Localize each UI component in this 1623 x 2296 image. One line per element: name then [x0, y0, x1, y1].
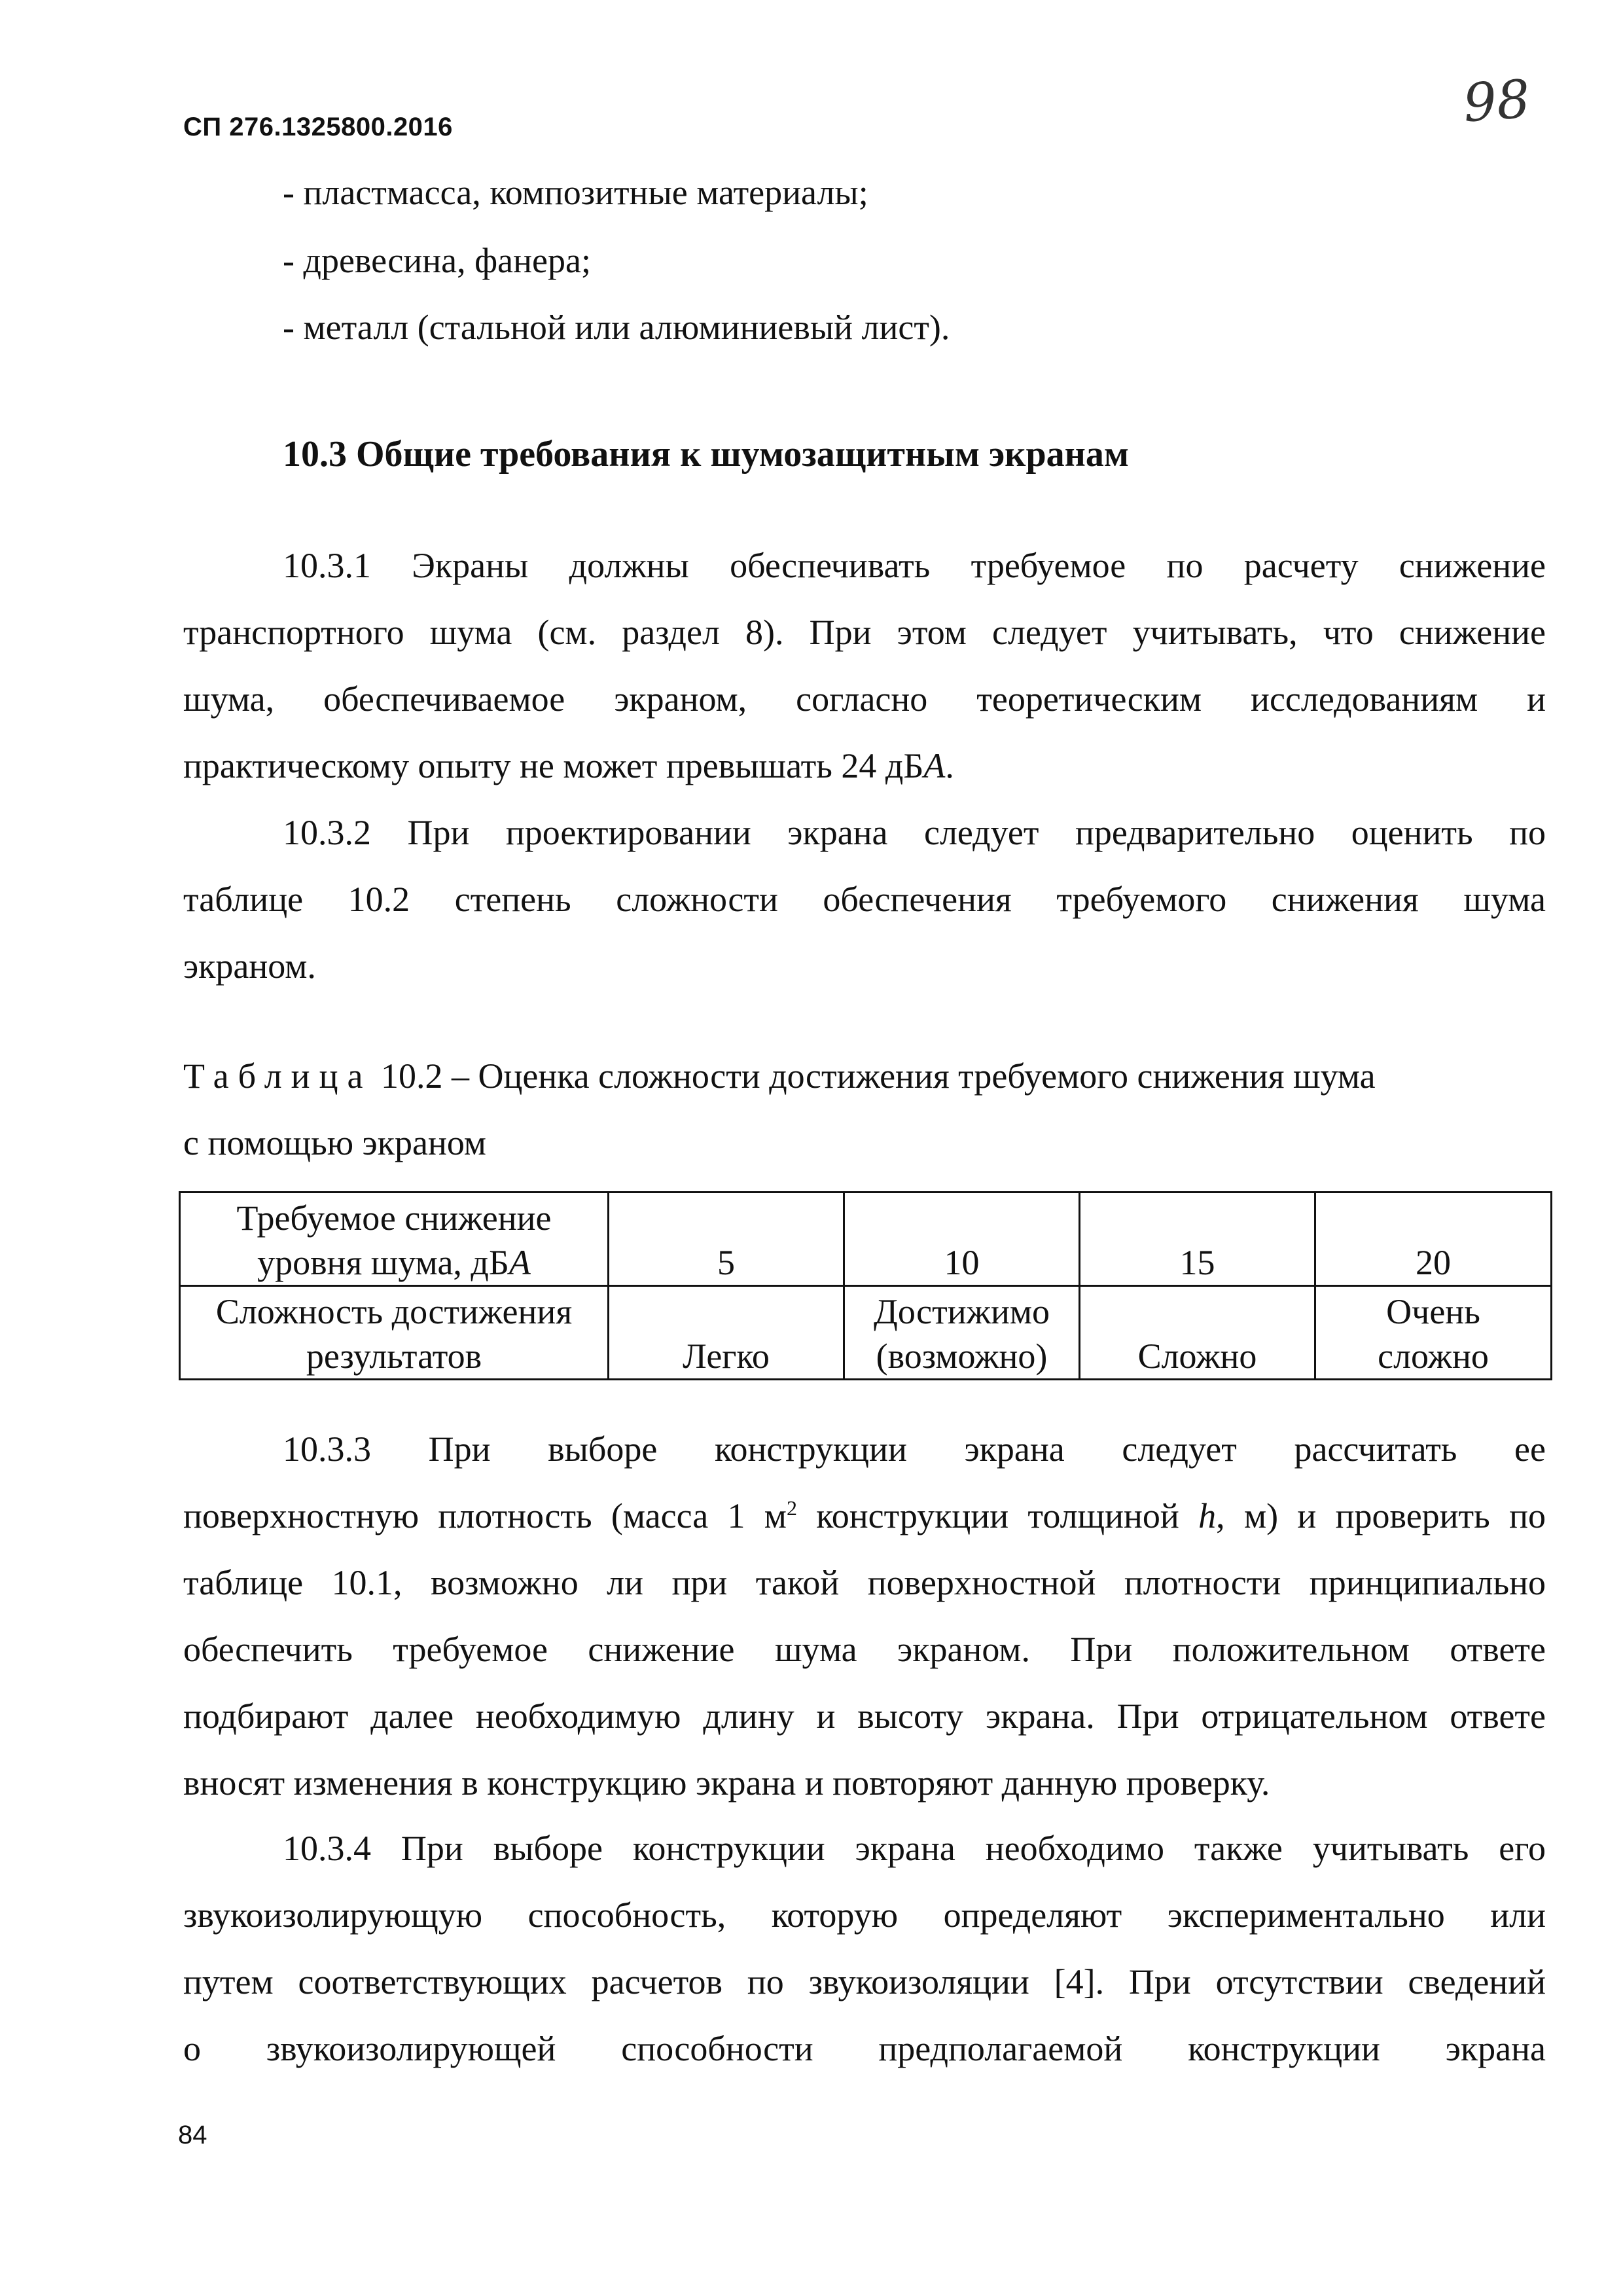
- cell-text: сложно: [1378, 1336, 1489, 1376]
- document-code: СП 276.1325800.2016: [183, 113, 453, 141]
- paragraph-line: поверхностную плотность (масса 1 $м^2$ конструкции толщиной h, м) и проверить по: [183, 1496, 1546, 1535]
- table-caption-text: 10.2 – Оценка сложности достижения требуемого снижения шума: [372, 1056, 1376, 1096]
- paragraph-line: подбирают далее необходимую длину и высоту экрана. При отрицательном ответе: [183, 1696, 1546, 1736]
- paragraph-line: шума, обеспечиваемое экраном, согласно теоретическим исследованиям и: [183, 679, 1546, 719]
- complexity-table: [179, 1191, 1552, 1380]
- superscript: 2: [786, 1496, 797, 1520]
- row-header-cell: [180, 1193, 609, 1286]
- cell-text: Сложность достижения: [215, 1292, 573, 1331]
- table-caption-line: с помощью экраном: [183, 1123, 486, 1162]
- paragraph-line: таблице 10.1, возможно ли при такой поверхностной плотности принципиально: [183, 1563, 1546, 1602]
- paragraph-line: путем соответствующих расчетов по звукоизоляции [4]. При отсутствии сведений: [183, 1962, 1546, 2001]
- cell-text: уровня шума, дБА: [257, 1243, 531, 1282]
- handwritten-page-number: 98: [1461, 68, 1532, 134]
- bullet-item: - древесина, фанера;: [283, 241, 591, 280]
- level-cell: 20: [1315, 1193, 1552, 1286]
- level-cell: 10: [844, 1193, 1080, 1286]
- cell-text: (возможно): [876, 1336, 1048, 1376]
- paragraph-line: обеспечить требуемое снижение шума экраном. При положительном ответе: [183, 1630, 1546, 1669]
- paragraph-line: 10.3.3 При выборе конструкции экрана следует рассчитать ее: [283, 1429, 1546, 1469]
- result-cell: [1315, 1286, 1552, 1380]
- result-cell: [609, 1286, 844, 1380]
- cell-text: Очень: [1386, 1292, 1480, 1331]
- table-row: [180, 1193, 1552, 1286]
- variable-h: h: [1198, 1496, 1217, 1535]
- paragraph-line: транспортного шума (см. раздел 8). При этом следует учитывать, что снижение: [183, 613, 1546, 652]
- paragraph-line: 10.3.1 Экраны должны обеспечивать требуемое по расчету снижение: [283, 546, 1546, 585]
- paragraph-line: таблице 10.2 степень сложности обеспечения требуемого снижения шума: [183, 880, 1546, 919]
- paragraph-line: о звукоизолирующей способности предполагаемой конструкции экрана: [183, 2029, 1546, 2068]
- bullet-item: - пластмасса, композитные материалы;: [283, 173, 868, 212]
- result-cell: [1080, 1286, 1315, 1380]
- cell-text: Легко: [683, 1336, 770, 1376]
- paragraph-text: практическому опыту не может превышать 24 дБ: [183, 746, 924, 785]
- row-header-cell: [180, 1286, 609, 1380]
- paragraph-line: [183, 745, 954, 787]
- table-caption: [183, 1055, 1376, 1097]
- page-number: 84: [178, 2121, 207, 2149]
- result-cell: [844, 1286, 1080, 1380]
- cell-text: результатов: [306, 1336, 482, 1376]
- paragraph-line: 10.3.2 При проектировании экрана следует предварительно оценить по: [283, 813, 1546, 852]
- paragraph-end: .: [945, 746, 954, 785]
- paragraph-line: звукоизолирующую способность, которую определяют экспериментально или: [183, 1895, 1546, 1935]
- cell-text: Достижимо: [873, 1292, 1050, 1331]
- table-10-2: [179, 1191, 1550, 1380]
- paragraph-line: 10.3.4 При выборе конструкции экрана необходимо также учитывать его: [283, 1829, 1546, 1868]
- level-cell: 15: [1080, 1193, 1315, 1286]
- paragraph-line: вносят изменения в конструкцию экрана и повторяют данную проверку.: [183, 1763, 1270, 1803]
- table-caption-label: Таблица: [183, 1056, 372, 1096]
- cell-text: Сложно: [1137, 1336, 1257, 1376]
- unit-italic: А: [923, 746, 946, 785]
- cell-text: Требуемое снижение: [236, 1198, 552, 1238]
- paragraph-line: экраном.: [183, 946, 316, 986]
- section-heading: 10.3 Общие требования к шумозащитным экранам: [283, 434, 1130, 475]
- level-cell: 5: [609, 1193, 844, 1286]
- table-row: [180, 1286, 1552, 1380]
- bullet-item: - металл (стальной или алюминиевый лист).: [283, 308, 950, 347]
